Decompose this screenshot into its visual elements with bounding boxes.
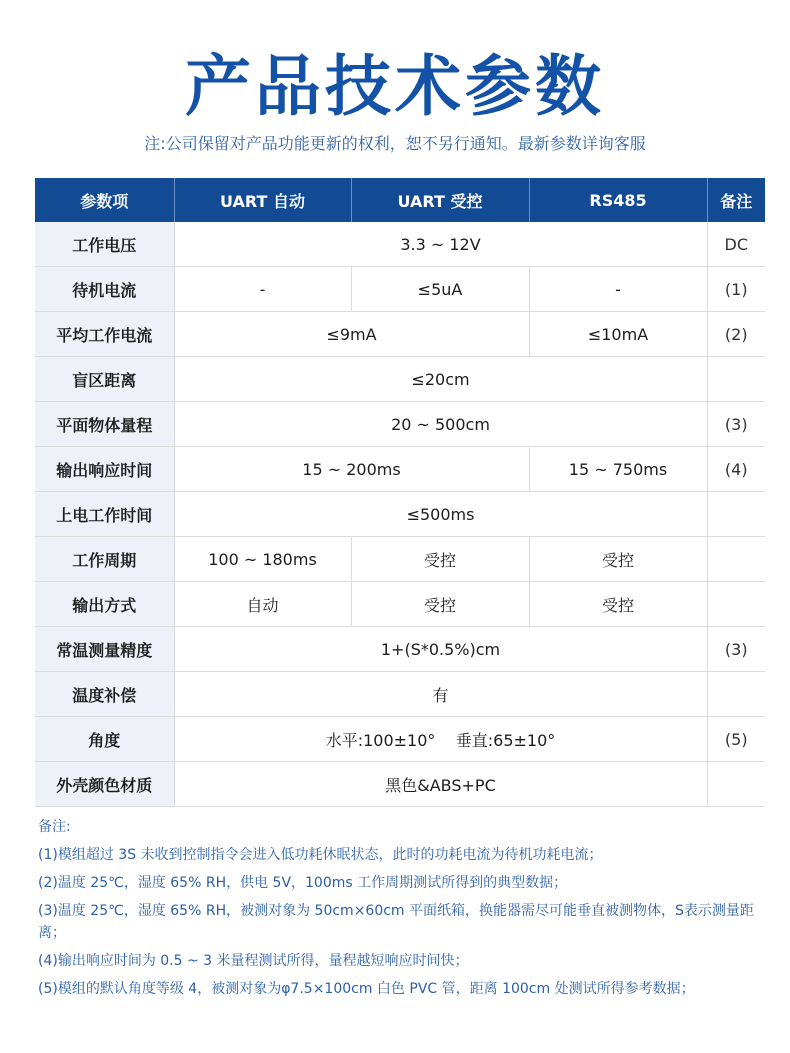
table-row [35, 402, 765, 447]
note-item: (2)温度 25℃，湿度 65% RH，供电 5V，100ms 工作周期测试所得到的典型数据； [38, 875, 568, 891]
row-value-uart-ctrl: 受控 [351, 537, 529, 582]
header-uart-auto: UART 自动 [174, 178, 351, 222]
header-rs485: RS485 [529, 178, 707, 222]
row-remark: (3) [707, 402, 765, 447]
notes-section [38, 816, 768, 1006]
row-remark [707, 582, 765, 627]
table-row [35, 357, 765, 402]
table-row [35, 447, 765, 492]
note-item: (5)模组的默认角度等级 4，被测对象为φ7.5×100cm 白色 PVC 管，距离 100cm 处测试所得参考数据； [38, 981, 695, 997]
row-param: 温度补偿 [35, 672, 174, 717]
row-param: 上电工作时间 [35, 492, 174, 537]
row-remark: (4) [707, 447, 765, 492]
notes-title: 备注: [38, 819, 71, 835]
row-remark: (2) [707, 312, 765, 357]
note-item: (3)温度 25℃，湿度 65% RH，被测对象为 50cm×60cm 平面纸箱，换能器需尽可能垂直被测物体，S表示测量距离； [38, 903, 754, 941]
row-param: 常温测量精度 [35, 627, 174, 672]
note-item: (1)模组超过 3S 未收到控制指令会进入低功耗休眠状态，此时的功耗电流为待机功耗电流； [38, 847, 603, 863]
row-param: 输出方式 [35, 582, 174, 627]
row-remark: (3) [707, 627, 765, 672]
row-value-uart-auto: 自动 [174, 582, 351, 627]
table-row [35, 627, 765, 672]
note-item: (4)输出响应时间为 0.5 ~ 3 米量程测试所得，量程越短响应时间快； [38, 953, 469, 969]
row-value: ≤20cm [174, 357, 707, 402]
row-param: 输出响应时间 [35, 447, 174, 492]
row-value-uart: ≤9mA [174, 312, 529, 357]
row-value-rs485: 15 ~ 750ms [529, 447, 707, 492]
row-value: ≤500ms [174, 492, 707, 537]
row-value: 有 [174, 672, 707, 717]
table-row [35, 312, 765, 357]
row-value-uart-auto: 100 ~ 180ms [174, 537, 351, 582]
header-remark: 备注 [707, 178, 765, 222]
row-param: 工作周期 [35, 537, 174, 582]
spec-table [35, 178, 765, 807]
table-row [35, 582, 765, 627]
row-remark: DC [707, 222, 765, 267]
row-param: 盲区距离 [35, 357, 174, 402]
row-value-uart-ctrl: 受控 [351, 582, 529, 627]
row-remark [707, 537, 765, 582]
row-param: 待机电流 [35, 267, 174, 312]
row-value-rs485: 受控 [529, 582, 707, 627]
row-value-uart: 15 ~ 200ms [174, 447, 529, 492]
row-remark: (5) [707, 717, 765, 762]
row-value: 20 ~ 500cm [174, 402, 707, 447]
row-param: 平面物体量程 [35, 402, 174, 447]
row-param: 工作电压 [35, 222, 174, 267]
table-row [35, 717, 765, 762]
row-value: 3.3 ~ 12V [174, 222, 707, 267]
header-uart-ctrl: UART 受控 [351, 178, 529, 222]
row-param: 角度 [35, 717, 174, 762]
row-value: 1+(S*0.5%)cm [174, 627, 707, 672]
page-subtitle: 注:公司保留对产品功能更新的权利，恕不另行通知。最新参数详询客服 [144, 134, 646, 153]
table-row [35, 492, 765, 537]
row-value-rs485: ≤10mA [529, 312, 707, 357]
table-row [35, 537, 765, 582]
row-param: 外壳颜色材质 [35, 762, 174, 807]
row-remark: (1) [707, 267, 765, 312]
table-row [35, 267, 765, 312]
row-remark [707, 762, 765, 807]
row-value-uart-ctrl: ≤5uA [351, 267, 529, 312]
row-remark [707, 357, 765, 402]
row-value-rs485: 受控 [529, 537, 707, 582]
row-value-rs485: - [529, 267, 707, 312]
table-row [35, 762, 765, 807]
row-remark [707, 672, 765, 717]
row-value-uart-auto: - [174, 267, 351, 312]
table-header-row [35, 178, 765, 222]
header-param: 参数项 [35, 178, 174, 222]
table-row [35, 672, 765, 717]
table-row [35, 222, 765, 267]
row-value: 黑色&ABS+PC [174, 762, 707, 807]
row-param: 平均工作电流 [35, 312, 174, 357]
page-title: 产品技术参数 [185, 48, 605, 125]
row-value: 水平:100±10° 垂直:65±10° [174, 717, 707, 762]
row-remark [707, 492, 765, 537]
